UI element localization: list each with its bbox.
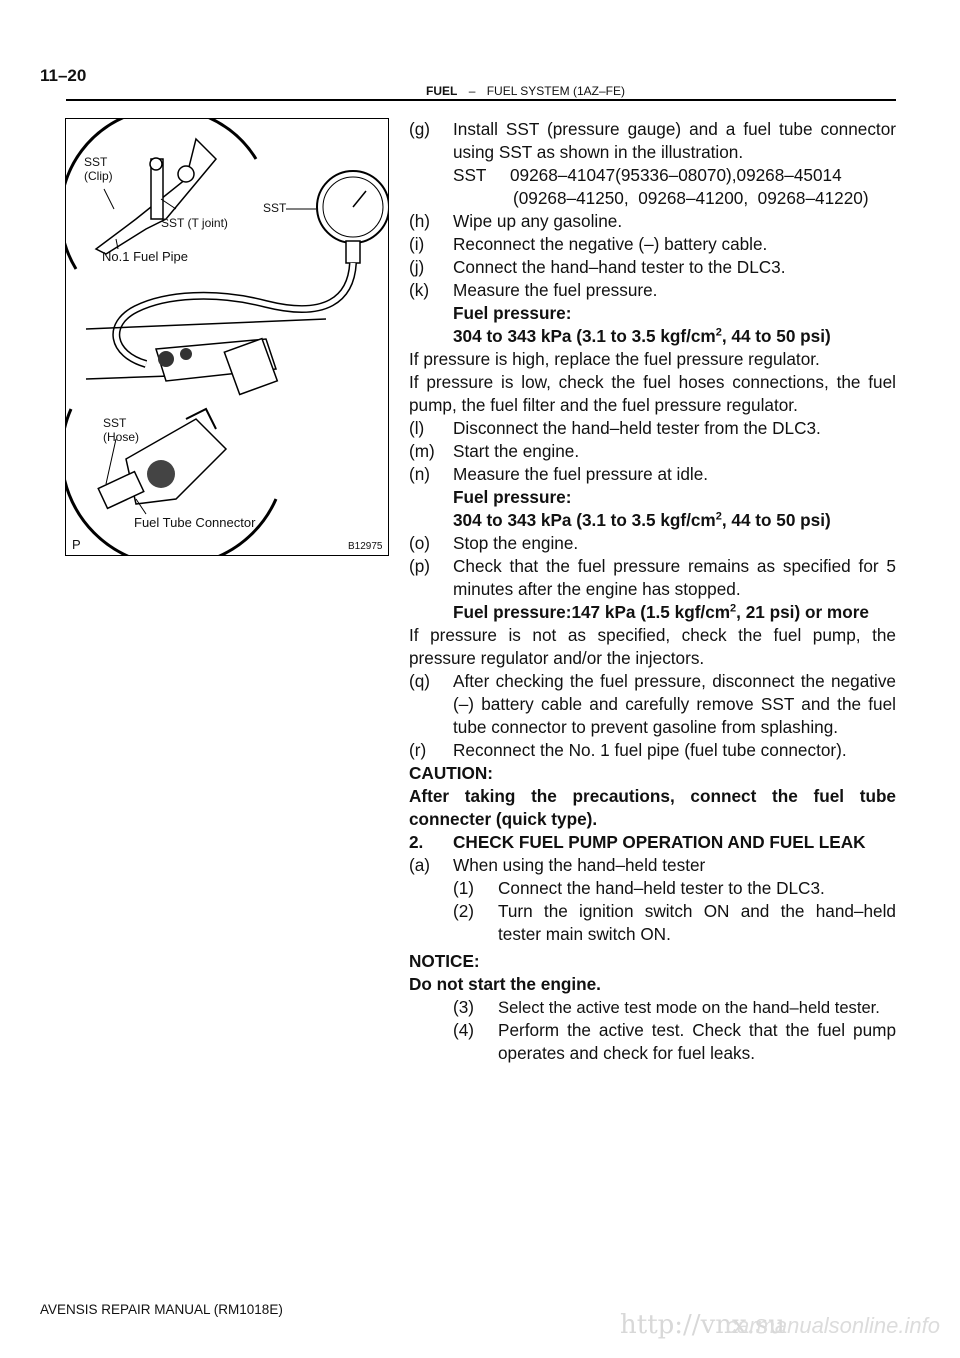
step-q <box>409 670 896 739</box>
step-marker: (m) <box>409 441 435 461</box>
watermark: carmanualsonline.info <box>725 1313 940 1338</box>
step-p <box>409 555 896 601</box>
spec-value-main: 304 to 343 kPa (3.1 to 3.5 kgf/cm <box>453 326 716 346</box>
step-text: Disconnect the hand–held tester from the DLC3. <box>453 418 821 438</box>
substep-marker: (3) <box>453 997 475 1017</box>
step-marker: (p) <box>409 556 431 576</box>
notice-label: NOTICE: <box>409 951 480 971</box>
header-rule <box>66 99 896 101</box>
step-marker: (i) <box>409 234 425 254</box>
substep-3 <box>409 996 896 1019</box>
spec-value <box>453 601 896 624</box>
substep-4 <box>409 1019 896 1065</box>
sst-numbers-line2: (09268–41250, 09268–41200, 09268–41220) <box>513 188 869 208</box>
substep-text: Perform the active test. Check that the fuel pump operates and check for fuel leaks. <box>498 1020 896 1063</box>
spec-value-tail: , 44 to 50 psi) <box>721 510 831 530</box>
step-text: Reconnect the negative (–) battery cable. <box>453 234 768 254</box>
substep-marker: (1) <box>453 878 475 898</box>
step-text: Wipe up any gasoline. <box>453 211 623 231</box>
step-text: Install SST (pressure gauge) and a fuel tube connector using SST as shown in the illustration. <box>453 119 896 162</box>
step-o <box>409 532 896 555</box>
spec-value <box>453 325 896 348</box>
page-number: 11–20 <box>40 66 87 85</box>
step-a <box>409 854 896 877</box>
step-marker: (h) <box>409 211 431 231</box>
step-text: Reconnect the No. 1 fuel pipe (fuel tube connector). <box>453 740 847 760</box>
paragraph-high: If pressure is high, replace the fuel pressure regulator. <box>409 349 820 369</box>
step-j <box>409 256 896 279</box>
section-marker: 2. <box>409 832 424 852</box>
step-marker: (q) <box>409 671 431 691</box>
step-m <box>409 440 896 463</box>
section-2-heading <box>409 831 896 854</box>
step-marker: (l) <box>409 418 425 438</box>
subsection-name: FUEL SYSTEM (1AZ–FE) <box>486 84 625 98</box>
step-i <box>409 233 896 256</box>
label-sst-tjoint: SST (T joint) <box>161 216 228 230</box>
paragraph-not-spec: If pressure is not as specified, check the fuel pump, the pressure regulator and/or the injectors. <box>409 625 896 668</box>
step-marker: (o) <box>409 533 431 553</box>
label-sst-hose <box>103 416 139 444</box>
substep-text: Turn the ignition switch ON and the hand–held tester main switch ON. <box>498 901 896 944</box>
figure-code: B12975 <box>348 541 383 552</box>
label-fuel-pipe: No.1 Fuel Pipe <box>102 249 188 264</box>
spec-value-sup: 2 <box>715 510 722 523</box>
spec-value <box>453 509 896 532</box>
footer-link[interactable]: http://vnx.su <box>620 1310 786 1340</box>
substep-marker: (2) <box>453 901 475 921</box>
footer-manual-title: AVENSIS REPAIR MANUAL (RM1018E) <box>40 1302 283 1317</box>
paragraph-low: If pressure is low, check the fuel hoses connections, the fuel pump, the fuel filter and the fuel pressure regulator. <box>409 372 896 415</box>
step-k <box>409 279 896 302</box>
section-dash: – <box>468 84 476 98</box>
step-marker: (a) <box>409 855 431 875</box>
step-text: Connect the hand–hand tester to the DLC3. <box>453 257 786 277</box>
spec-value-tail: , 21 psi) or more <box>736 602 869 622</box>
caution-label: CAUTION: <box>409 763 494 783</box>
label-sst-hose-line2: (Hose) <box>103 430 140 444</box>
caution-text: After taking the precautions, connect the fuel tube connecter (quick type). <box>409 786 896 829</box>
step-text: When using the hand–held tester <box>453 855 706 875</box>
spec-value-tail: , 44 to 50 psi) <box>721 326 831 346</box>
step-text: Stop the engine. <box>453 533 579 553</box>
illustration <box>65 118 389 556</box>
step-marker: (j) <box>409 257 425 277</box>
substep-text: Select the active test mode on the hand–held tester. <box>498 998 880 1017</box>
step-text: Start the engine. <box>453 441 580 461</box>
label-sst-clip-line2: (Clip) <box>84 169 113 183</box>
section-title: CHECK FUEL PUMP OPERATION AND FUEL LEAK <box>453 832 866 852</box>
step-h <box>409 210 896 233</box>
step-marker: (g) <box>409 119 431 139</box>
substep-marker: (4) <box>453 1020 475 1040</box>
spec-value-sup: 2 <box>730 602 737 615</box>
step-g <box>409 118 896 164</box>
section-name: FUEL <box>426 84 458 98</box>
label-sst-clip <box>84 155 113 183</box>
notice-text: Do not start the engine. <box>409 974 601 994</box>
step-l <box>409 417 896 440</box>
step-text: Measure the fuel pressure at idle. <box>453 464 709 484</box>
spec-label: Fuel pressure: <box>453 303 572 323</box>
step-n <box>409 463 896 486</box>
spec-value-sup: 2 <box>715 326 722 339</box>
step-marker: (n) <box>409 464 431 484</box>
sst-numbers-line1: SST 09268–41047(95336–08070),09268–45014 <box>453 165 842 185</box>
section-header <box>426 84 625 98</box>
substep-text: Connect the hand–held tester to the DLC3. <box>498 878 825 898</box>
label-sst-hose-line1: SST <box>103 416 127 430</box>
step-marker: (k) <box>409 280 430 300</box>
spec-value-main: Fuel pressure:147 kPa (1.5 kgf/cm <box>453 602 731 622</box>
label-fuel-tube-connector: Fuel Tube Connector <box>134 515 256 530</box>
spec-label: Fuel pressure: <box>453 487 572 507</box>
substep-2 <box>409 900 896 946</box>
step-text: Measure the fuel pressure. <box>453 280 658 300</box>
step-marker: (r) <box>409 740 427 760</box>
procedure-text <box>409 118 896 1065</box>
label-sst-gauge: SST <box>263 201 287 215</box>
step-r <box>409 739 896 762</box>
figure-corner-letter: P <box>72 537 81 552</box>
label-sst-clip-line1: SST <box>84 155 108 169</box>
spec-value-main: 304 to 343 kPa (3.1 to 3.5 kgf/cm <box>453 510 716 530</box>
step-text: Check that the fuel pressure remains as specified for 5 minutes after the engine has stopped. <box>453 556 896 599</box>
step-text: After checking the fuel pressure, disconnect the negative (–) battery cable and carefully remove SST and the fuel tube connector to prevent gasoline from splashing. <box>453 671 896 737</box>
substep-1 <box>409 877 896 900</box>
illustration-drawing <box>66 119 388 555</box>
